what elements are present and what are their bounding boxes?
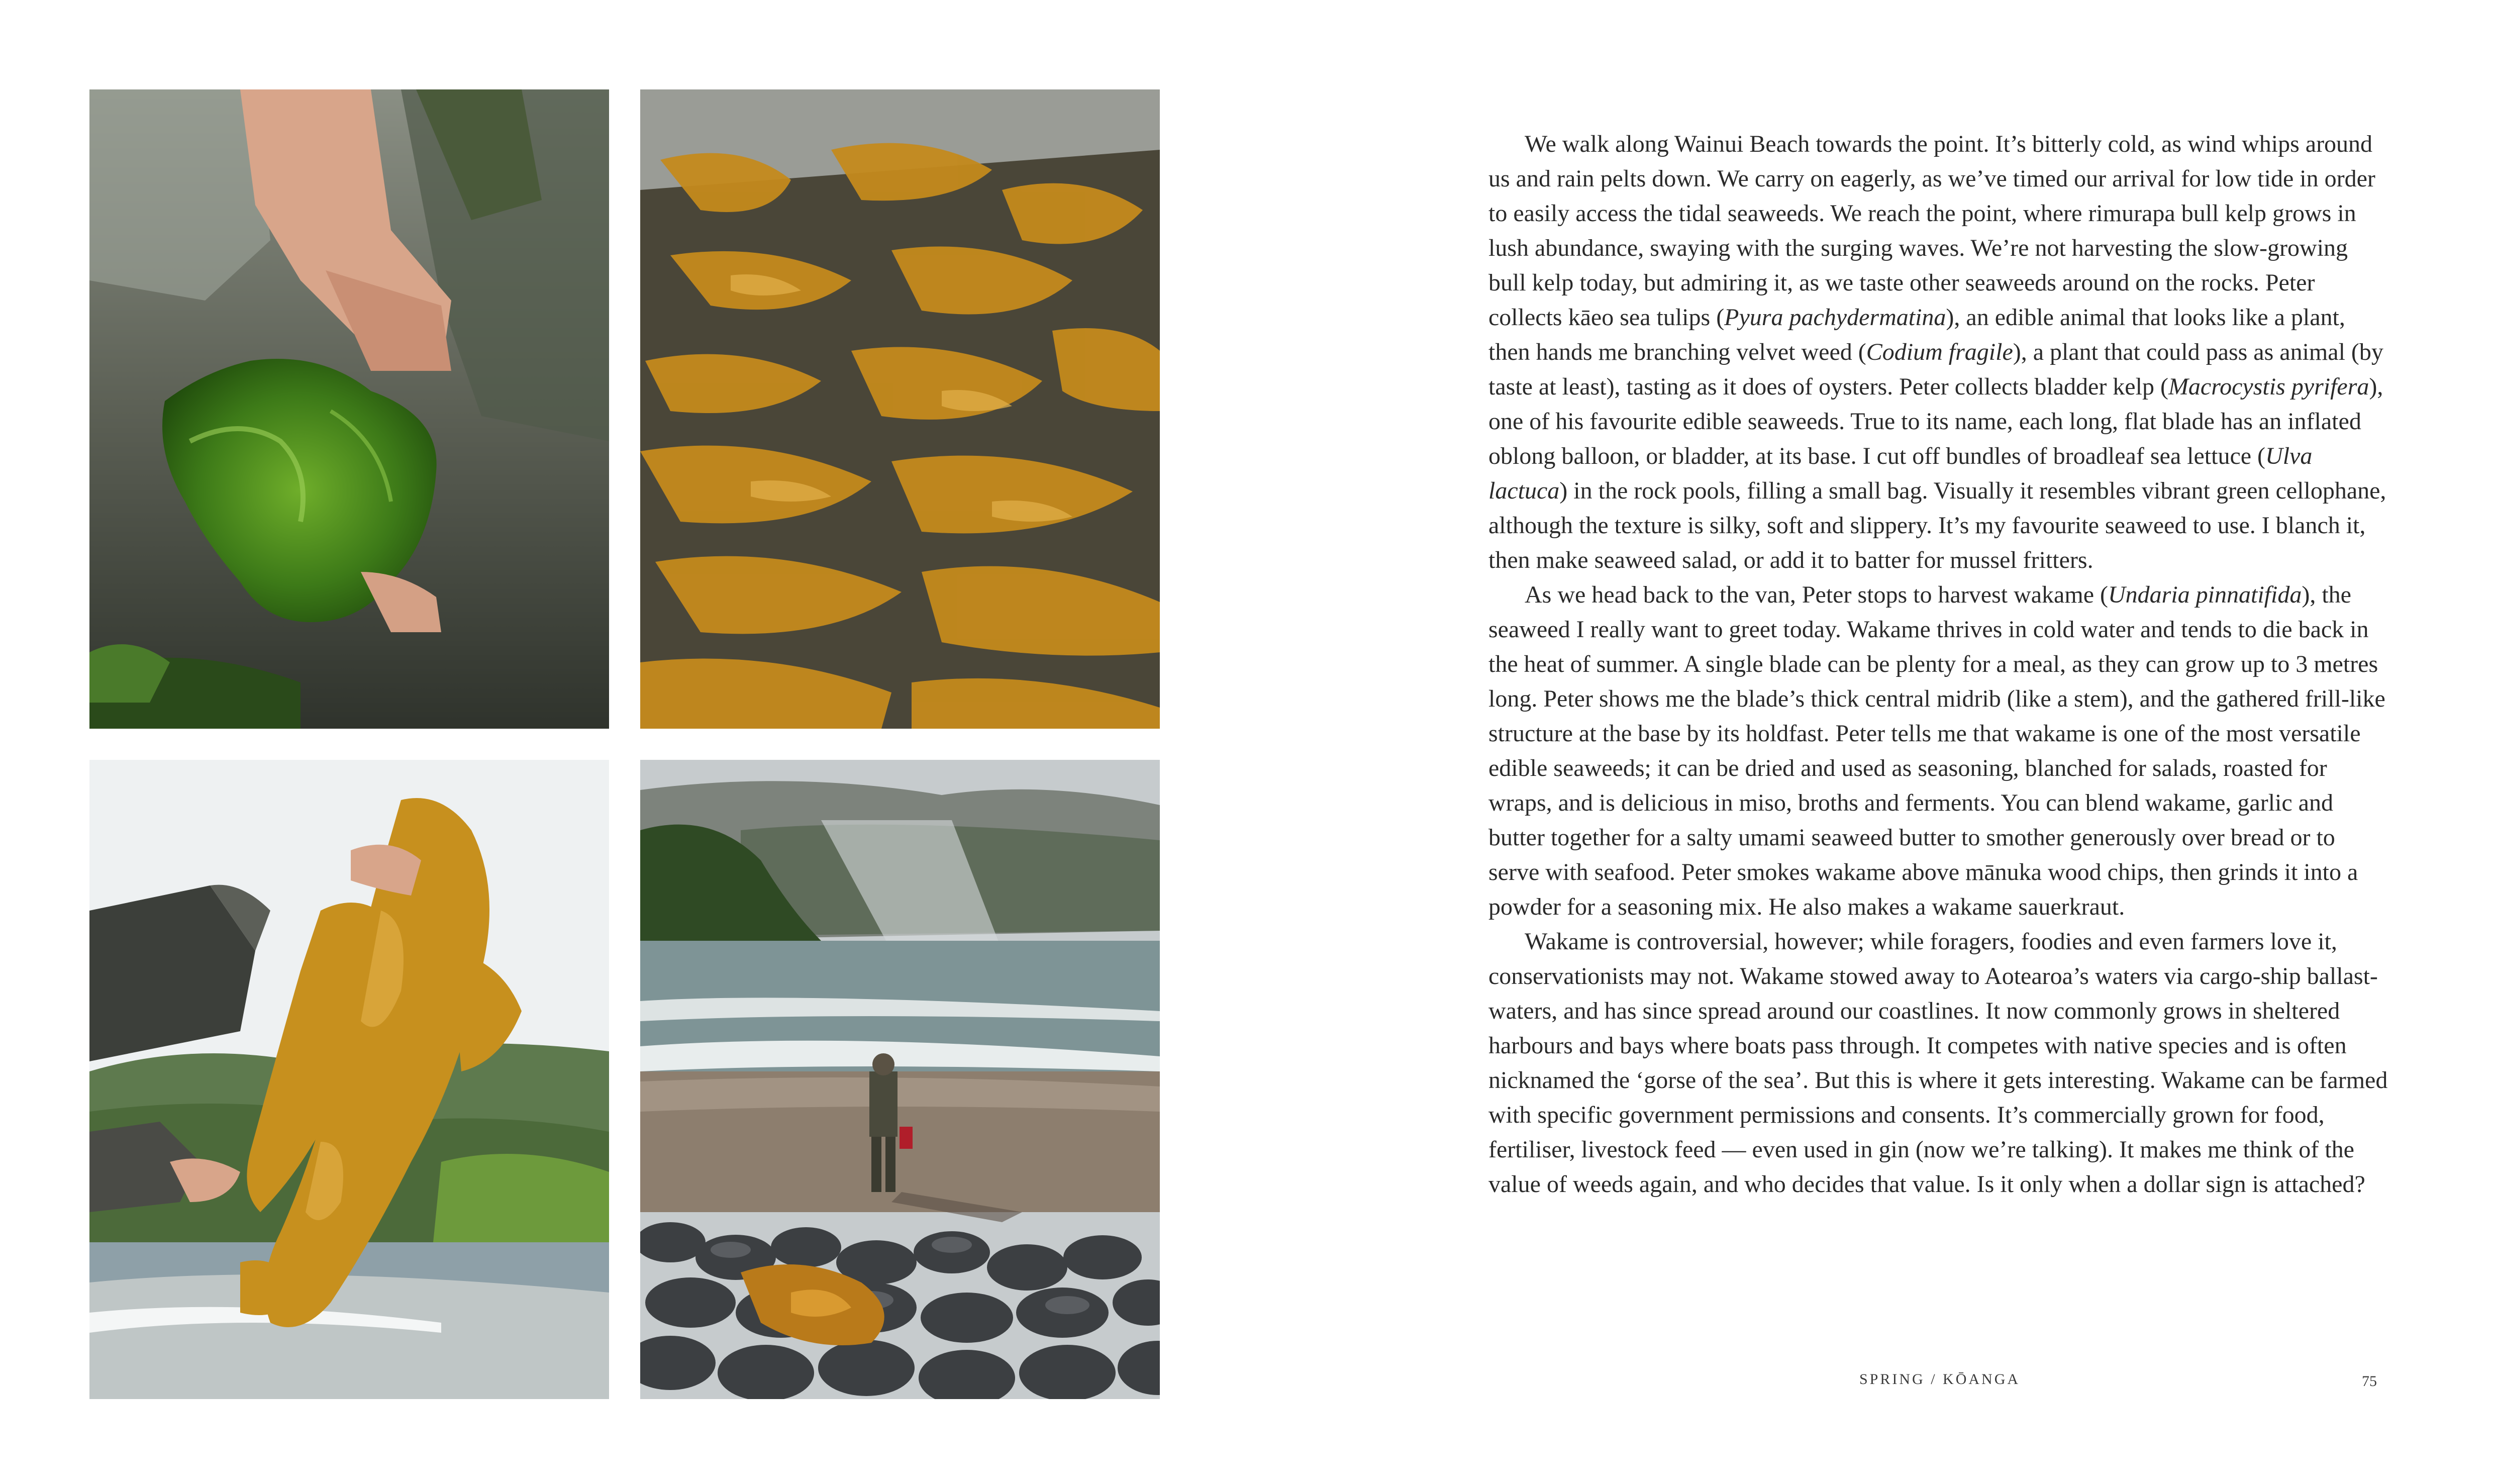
text-run: Wakame is controversial, however; while foragers, foodies and even farmers love it, conservationists may not. Wakame stowed away to Aotearoa’s waters via cargo-ship ballast-waters, and has since spread around our coastlines. It now commonly grows in sheltered harbours and bays where boats pass through. It competes with native species and is often nicknamed the ‘gorse of the sea’. But this is where it gets interesting. Wakame can be farmed with specific government permissions and consents. It’s commercially grown for food, fertiliser, livestock feed — even used in gin (now we’re talking). It makes me think of the value of weeds again, and who decides that value. Is it only when a dollar sign is attached?	[1488, 928, 2388, 1198]
text-run: As we head back to the van, Peter stops to harvest wakame (	[1525, 581, 2108, 608]
photo-forager-on-beach	[640, 760, 1160, 1399]
species-name-italic: Undaria pinnatifida	[2108, 581, 2302, 608]
body-paragraph	[1488, 127, 2388, 577]
text-run: ), the seaweed I really want to greet today. Wakame thrives in cold water and tends to die back in the heat of summer. A single blade can be plenty for a meal, as they can grow up to 3 metres long. Peter shows me the blade’s thick central midrib (like a stem), and the gathered frill-like structure at the base by its holdfast. Peter tells me that wakame is one of the most versatile edible seaweeds; it can be dried and used as seasoning, blanched for salads, roasted for wraps, and is delicious in miso, broths and ferments. You can blend wakame, garlic and butter together for a salty umami seaweed butter to smother generously over bread or to serve with seafood. Peter smokes wakame above mānuka wood chips, then grinds it into a powder for a seasoning mix. He also makes a wakame sauerkraut.	[1488, 581, 2385, 920]
text-run: We walk along Wainui Beach towards the point. It’s bitterly cold, as wind whips around us and rain pelts down. We carry on eagerly, as we’ve timed our arrival for low tide in order to easily access the tidal seaweeds. We reach the point, where rimurapa bull kelp grows in lush abundance, swaying with the surging waves. We’re not harvesting the slow-growing bull kelp today, but admiring it, as we taste other seaweeds around on the rocks. Peter collects kāeo sea tulips (	[1488, 131, 2375, 331]
species-name-italic: Codium fragile	[1866, 339, 2013, 365]
running-footer-section-title: SPRING / KŌANGA	[1859, 1371, 2021, 1388]
body-paragraph	[1488, 577, 2388, 924]
photo-sea-lettuce-in-hand	[89, 89, 609, 729]
text-run: ), one of his favourite edible seaweeds. True to its name, each long, flat blade has an inflated oblong balloon, or bladder, at its base. I cut off bundles of broadleaf sea lettuce (	[1488, 373, 2383, 469]
text-run: ), a plant that could pass as animal (by taste at least), tasting as it does of oysters. Peter collects bladder kelp (	[1488, 339, 2383, 400]
species-name-italic: Pyura pachydermatina	[1724, 304, 1946, 331]
photo-kelp-on-rocks	[640, 89, 1160, 729]
article-body-text	[1488, 127, 2388, 1202]
body-paragraph	[1488, 924, 2388, 1202]
text-run: ), an edible animal that looks like a plant, then hands me branching velvet weed (	[1488, 304, 2345, 365]
text-run: ) in the rock pools, filling a small bag. Visually it resembles vibrant green cellophane, although the texture is silky, soft and slippery. It’s my favourite seaweed to use. I blanch it, then make seaweed salad, or add it to batter for mussel fritters.	[1488, 477, 2386, 573]
photo-kelp-held-up	[89, 760, 609, 1399]
species-name-italic: Macrocystis pyrifera	[2168, 373, 2369, 400]
species-name-italic: Ulva lactuca	[1488, 443, 2313, 504]
page-number: 75	[2362, 1373, 2377, 1390]
